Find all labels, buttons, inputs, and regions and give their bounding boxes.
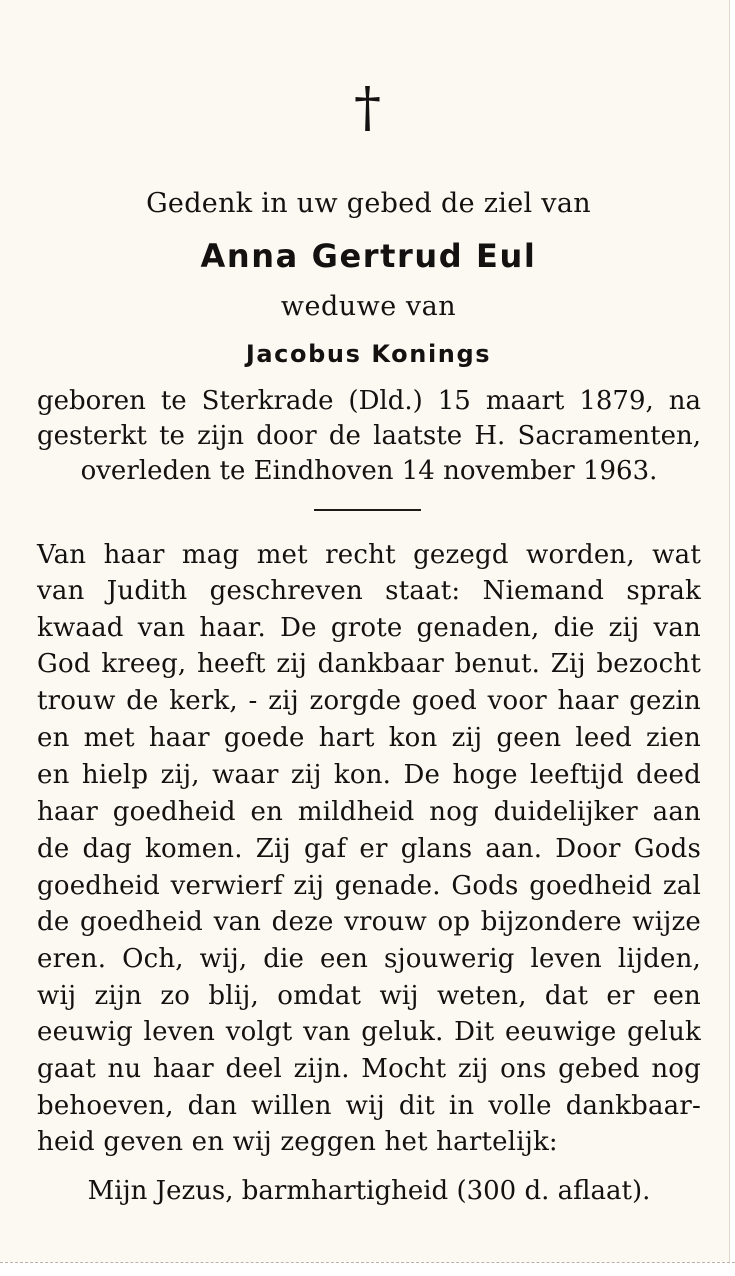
text-line: behoeven, dan willen wij dit in volle dankbaar- bbox=[37, 1091, 701, 1121]
text-line: de dag komen. Zij gaf er glans aan. Door Gods bbox=[37, 834, 701, 864]
deceased-name: Anna Gertrud Eul bbox=[200, 237, 537, 275]
scan-edge bbox=[729, 0, 735, 1262]
text-line: van Judith geschreven staat: Niemand sprak bbox=[37, 576, 701, 606]
sacrament-line: gesterkt te zijn door de laatste H. Sacramenten, bbox=[37, 421, 701, 451]
relation-line: weduwe van bbox=[280, 291, 457, 322]
text-line: God kreeg, heeft zij dankbaar benut. Zij bezocht bbox=[37, 649, 701, 679]
prayer-line: Mijn Jezus, barmhartigheid (300 d. aflaat). bbox=[87, 1176, 651, 1206]
text-line: kwaad van haar. De grote genaden, die zij van bbox=[37, 613, 701, 643]
scan-edge bbox=[0, 1262, 735, 1276]
death-line: overleden te Eindhoven 14 november 1963. bbox=[80, 456, 658, 486]
birth-line: geboren te Sterkrade (Dld.) 15 maart 1879, na bbox=[37, 386, 701, 416]
text-line: de goedheid van deze vrouw op bijzondere wijze bbox=[37, 907, 701, 937]
divider bbox=[314, 509, 421, 511]
text-line: en hielp zij, waar zij kon. De hoge leeftijd deed bbox=[37, 760, 701, 790]
text-line: trouw de kerk, - zij zorgde goed voor haar gezin bbox=[37, 686, 701, 716]
text-line: wij zijn zo blij, omdat wij weten, dat er een bbox=[37, 981, 701, 1011]
text-line: eeuwig leven volgt van geluk. Dit eeuwige geluk bbox=[37, 1017, 701, 1047]
text-line: heid geven en wij zeggen het hartelijk: bbox=[37, 1127, 558, 1157]
text-line: goedheid verwierf zij genade. Gods goedheid zal bbox=[37, 871, 701, 901]
intro-line: Gedenk in uw gebed de ziel van bbox=[146, 188, 591, 219]
cross-icon: † bbox=[354, 76, 381, 139]
text-line: eren. Och, wij, die een sjouwerig leven lijden, bbox=[37, 944, 701, 974]
text-line: gaat nu haar deel zijn. Mocht zij ons gebed nog bbox=[37, 1054, 701, 1084]
text-line: haar goedheid en mildheid nog duidelijker aan bbox=[37, 797, 701, 827]
text-line: en met haar goede hart kon zij geen leed zien bbox=[37, 723, 701, 753]
spouse-name: Jacobus Konings bbox=[245, 340, 492, 368]
text-line: Van haar mag met recht gezegd worden, wat bbox=[37, 540, 701, 570]
